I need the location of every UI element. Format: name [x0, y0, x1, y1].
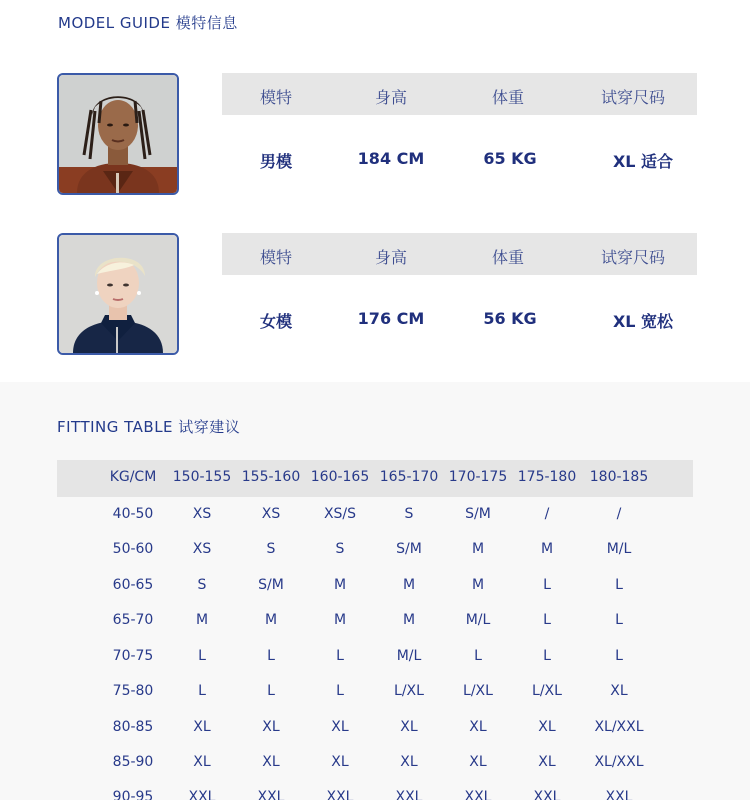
table-cell: L/XL — [532, 683, 562, 699]
header-model: 模特 — [259, 248, 292, 267]
table-cell: L — [474, 648, 482, 664]
model-size: XL 宽松 — [612, 312, 674, 331]
table-cell: M — [333, 612, 347, 628]
table-cell: S — [335, 541, 345, 557]
column-header: 160-165 — [310, 469, 370, 485]
table-cell: M — [195, 612, 209, 628]
table-cell: M — [402, 612, 416, 628]
table-cell: XL — [262, 719, 280, 735]
table-cell: / — [544, 506, 550, 522]
table-cell: XL — [331, 719, 349, 735]
table-cell: L — [267, 683, 275, 699]
table-cell: S/M — [258, 577, 284, 593]
header-model: 模特 — [259, 88, 292, 107]
table-cell: L — [198, 648, 206, 664]
table-cell: L — [615, 648, 623, 664]
table-cell: XL/XXL — [594, 754, 644, 770]
table-cell: M — [471, 541, 485, 557]
table-cell: L — [543, 577, 551, 593]
column-header: 150-155 — [172, 469, 232, 485]
table-cell: XS — [192, 541, 212, 557]
table-cell: M — [264, 612, 278, 628]
header-weight: 体重 — [491, 88, 524, 107]
table-cell: XL — [469, 754, 487, 770]
table-cell: M/L — [465, 612, 491, 628]
column-header: 180-185 — [589, 469, 649, 485]
header-size: 试穿尺码 — [600, 88, 665, 107]
header-weight: 体重 — [491, 248, 524, 267]
table-cell: XXL — [464, 789, 492, 800]
table-cell: XL — [262, 754, 280, 770]
model-height: 176 CM — [357, 309, 425, 328]
table-cell: S — [197, 577, 207, 593]
table-cell: L/XL — [463, 683, 493, 699]
column-header: KG/CM — [109, 469, 157, 485]
table-cell: L — [543, 648, 551, 664]
table-cell: XXL — [326, 789, 354, 800]
table-cell: XL — [469, 719, 487, 735]
table-row-label: 65-70 — [112, 612, 154, 628]
table-cell: XL — [193, 754, 211, 770]
table-row-label: 70-75 — [112, 648, 154, 664]
table-cell: M/L — [606, 541, 632, 557]
column-header: 170-175 — [448, 469, 508, 485]
table-cell: XS — [261, 506, 281, 522]
table-cell: L — [543, 612, 551, 628]
table-cell: L — [336, 648, 344, 664]
table-cell: XL — [610, 683, 628, 699]
model-label: 男模 — [259, 152, 292, 171]
table-cell: S/M — [465, 506, 491, 522]
table-cell: S — [404, 506, 414, 522]
table-cell: M — [540, 541, 554, 557]
table-cell: XS — [192, 506, 212, 522]
fitting-table-title: FITTING TABLE 试穿建议 — [57, 418, 241, 436]
table-cell: / — [616, 506, 622, 522]
table-cell: XXL — [395, 789, 423, 800]
table-cell: XXL — [605, 789, 633, 800]
model-weight: 56 KG — [483, 309, 537, 328]
model-guide-title: MODEL GUIDE 模特信息 — [58, 14, 238, 32]
table-row-label: 60-65 — [112, 577, 154, 593]
table-cell: XXL — [257, 789, 285, 800]
table-cell: XXL — [533, 789, 561, 800]
header-height: 身高 — [374, 248, 407, 267]
table-cell: L/XL — [394, 683, 424, 699]
table-cell: M — [471, 577, 485, 593]
table-cell: XL — [538, 754, 556, 770]
table-row-label: 50-60 — [112, 541, 154, 557]
table-row-label: 90-95 — [112, 789, 154, 800]
table-cell: S/M — [396, 541, 422, 557]
column-header: 155-160 — [241, 469, 301, 485]
table-cell: XL — [331, 754, 349, 770]
table-row-label: 80-85 — [112, 719, 154, 735]
table-cell: XL — [193, 719, 211, 735]
model-label: 女模 — [259, 312, 292, 331]
table-cell: L — [198, 683, 206, 699]
table-cell: M — [402, 577, 416, 593]
model-height: 184 CM — [357, 149, 425, 168]
model-size: XL 适合 — [612, 152, 674, 171]
table-row-label: 40-50 — [112, 506, 154, 522]
table-cell: XL — [538, 719, 556, 735]
header-size: 试穿尺码 — [600, 248, 665, 267]
table-row-label: 75-80 — [112, 683, 154, 699]
model-weight: 65 KG — [483, 149, 537, 168]
table-cell: L — [336, 683, 344, 699]
table-cell: XL — [400, 719, 418, 735]
table-row-label: 85-90 — [112, 754, 154, 770]
table-cell: L — [615, 612, 623, 628]
header-height: 身高 — [374, 88, 407, 107]
table-cell: M/L — [396, 648, 422, 664]
column-header: 175-180 — [517, 469, 577, 485]
table-cell: M — [333, 577, 347, 593]
table-cell: XXL — [188, 789, 216, 800]
column-header: 165-170 — [379, 469, 439, 485]
table-cell: L — [267, 648, 275, 664]
table-cell: XL — [400, 754, 418, 770]
table-cell: S — [266, 541, 276, 557]
table-cell: L — [615, 577, 623, 593]
table-cell: XS/S — [323, 506, 357, 522]
table-cell: XL/XXL — [594, 719, 644, 735]
